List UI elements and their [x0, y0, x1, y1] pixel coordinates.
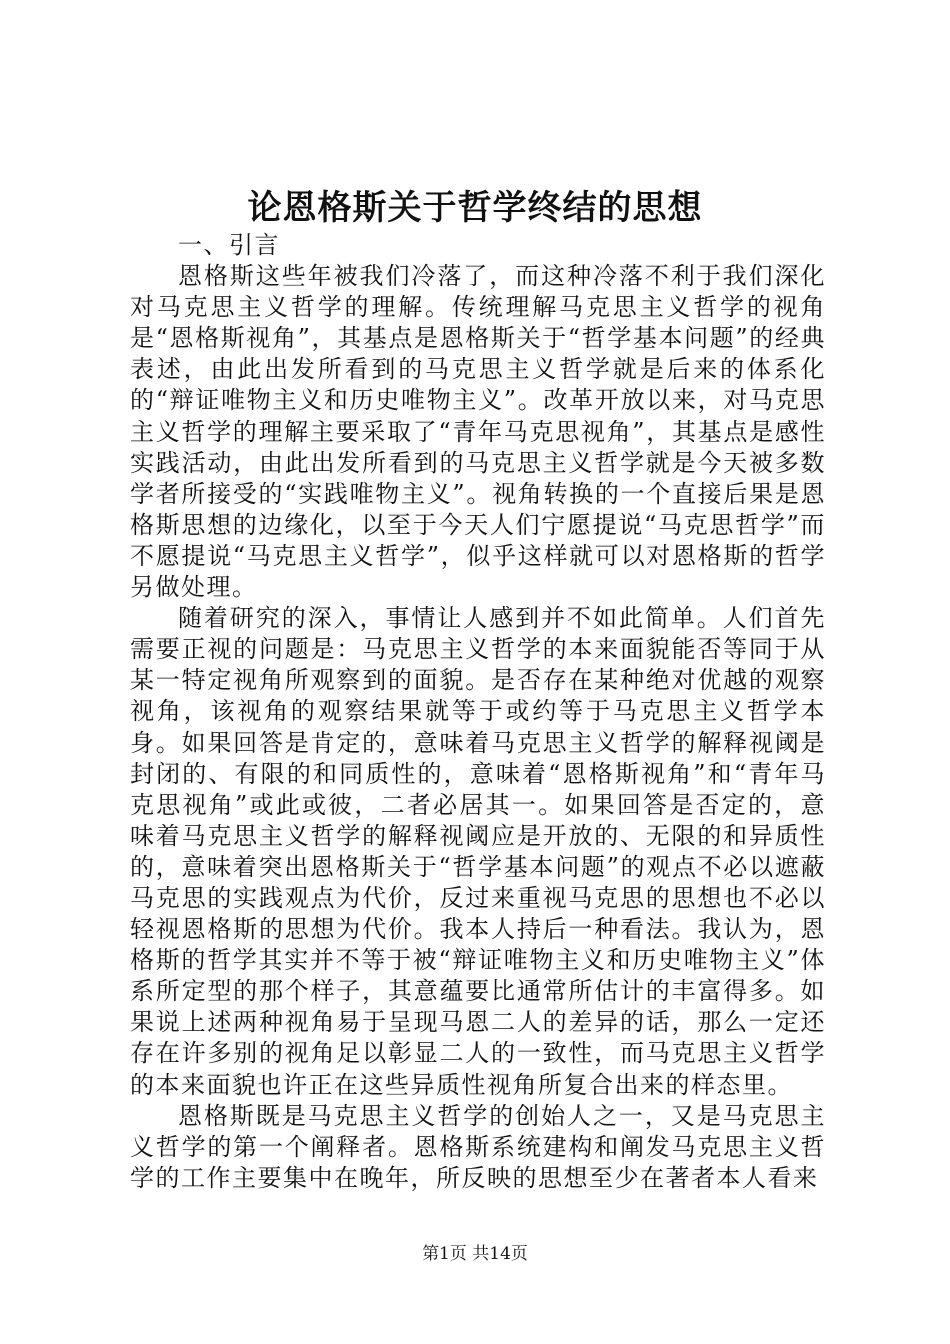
paragraph: 恩格斯既是马克思主义哲学的创始人之一，又是马克思主义哲学的第一个阐释者。恩格斯系统建构和阐发马克思主义哲学的工作主要集中在晚年，所反映的思想至少在著者本人看来 — [130, 1101, 826, 1192]
paragraph: 恩格斯这些年被我们冷落了，而这种冷落不利于我们深化对马克思主义哲学的理解。传统理解马克思主义哲学的视角是“恩格斯视角”，其基点是恩格斯关于“哲学基本问题”的经典表述，由此出发所看到的马克思主义哲学就是后来的体系化的“辩证唯物主义和历史唯物主义”。改革开放以来，对马克思主义哲学的理解主要采取了“青年马克思视角”，其基点是感性实践活动，由此出发所看到的马克思主义哲学就是今天被多数学者所接受的“实践唯物主义”。视角转换的一个直接后果是恩格斯思想的边缘化，以至于今天人们宁愿提说“马克思哲学”而不愿提说“马克思主义哲学”，似乎这样就可以对恩格斯的哲学另做处理。 — [130, 262, 826, 602]
page-title: 论恩格斯关于哲学终结的思想 — [247, 188, 703, 228]
paragraph: 随着研究的深入，事情让人感到并不如此简单。人们首先需要正视的问题是：马克思主义哲学的本来面貌能否等同于从某一特定视角所观察到的面貌。是否存在某种绝对优越的观察视角，该视角的观察结果就等于或约等于马克思主义哲学本身。如果回答是肯定的，意味着马克思主义哲学的解释视阈是封闭的、有限的和同质性的，意味着“恩格斯视角”和“青年马克思视角”或此或彼，二者必居其一。如果回答是否定的，意味着马克思主义哲学的解释视阈应是开放的、无限的和异质性的，意味着突出恩格斯关于“哲学基本问题”的观点不必以遮蔽马克思的实践观点为代价，反过来重视马克思的思想也不必以轻视恩格斯的思想为代价。我本人持后一种看法。我认为，恩格斯的哲学其实并不等于被“辩证唯物主义和历史唯物主义”体系所定型的那个样子，其意蕴要比通常所估计的丰富得多。如果说上述两种视角易于呈现马恩二人的差异的话，那么一定还存在许多别的视角足以彰显二人的一致性，而马克思主义哲学的本来面貌也许正在这些异质性视角所复合出来的样态里。 — [130, 604, 826, 1099]
section-heading: 一、引言 — [178, 231, 280, 259]
document-body — [130, 230, 826, 1194]
page-footer: 第1页 共14页 — [422, 1244, 528, 1264]
